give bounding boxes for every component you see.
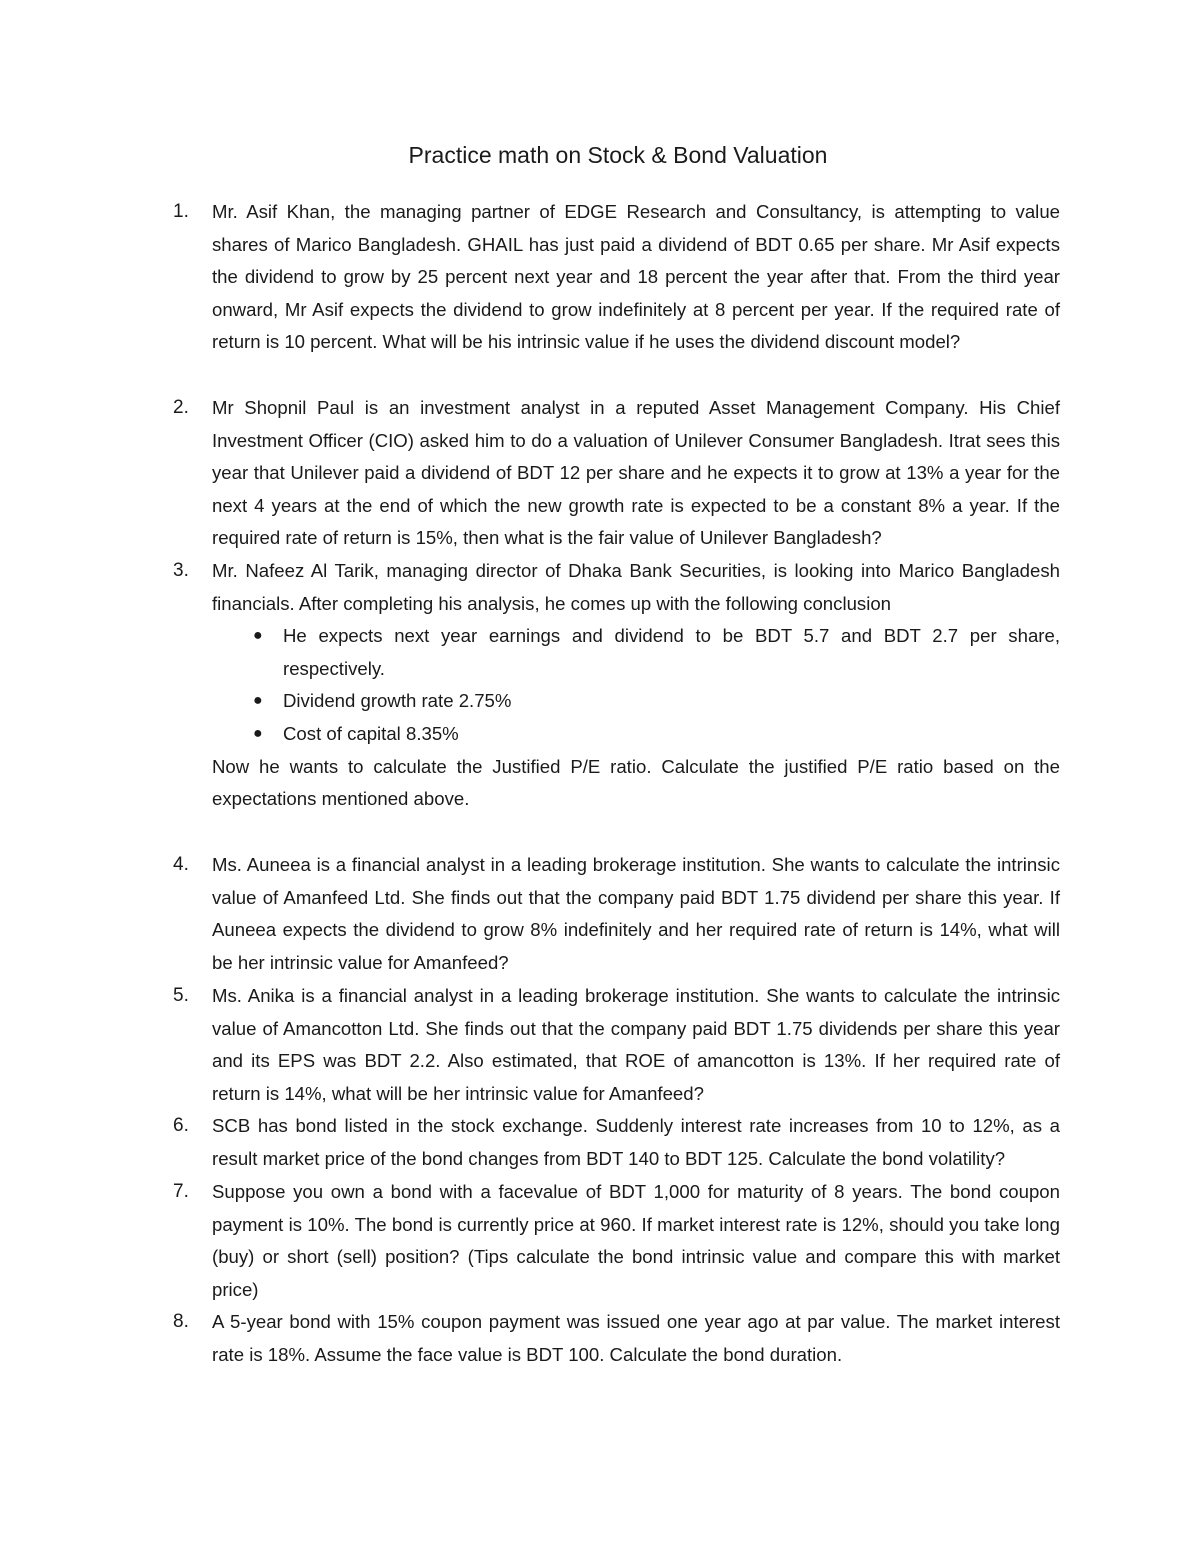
bullet-text: Cost of capital 8.35% <box>283 722 459 744</box>
question-number: 2. <box>173 397 189 418</box>
question-number: 1. <box>173 201 189 222</box>
bullet-dot-icon: ● <box>253 627 263 645</box>
bullet-text: He expects next year earnings and dividend to be BDT 5.7 and BDT 2.7 per share, respectively. <box>283 625 1060 679</box>
question-text: Ms. Auneea is a financial analyst in a leading brokerage institution. She wants to calculate the intrinsic value of Amanfeed Ltd. She finds out that the company paid BDT 1.75 dividend per share this year. If Auneea expects the dividend to grow 8% indefinitely and her required rate of return is 14%, what will be her intrinsic value for Amanfeed? <box>212 854 1060 973</box>
question-number: 8. <box>173 1311 189 1332</box>
question-text: Mr Shopnil Paul is an investment analyst in a reputed Asset Management Company. His Chief Investment Officer (CIO) asked him to do a valuation of Unilever Consumer Bangladesh. Itrat sees this year that Unilever paid a dividend of BDT 12 per share and he expects it to grow at 13% a year for the next 4 years at the end of which the new growth rate is expected to be a constant 8% a year. If the required rate of return is 15%, then what is the fair value of Unilever Bangladesh? <box>212 397 1060 549</box>
question-followup: Now he wants to calculate the Justified P/E ratio. Calculate the justified P/E ratio based on the expectations mentioned above. <box>212 755 1060 810</box>
question-text: Ms. Anika is a financial analyst in a leading brokerage institution. She wants to calculate the intrinsic value of Amancotton Ltd. She finds out that the company paid BDT 1.75 dividends per share this year and its EPS was BDT 2.2. Also estimated, that ROE of amancotton is 13%. If her required rate of return is 14%, what will be her intrinsic value for Amanfeed? <box>212 985 1060 1104</box>
bullet-text: Dividend growth rate 2.75% <box>283 690 512 712</box>
bullet-item <box>212 620 1060 685</box>
question-text: SCB has bond listed in the stock exchange. Suddenly interest rate increases from 10 to 12%, as a result market price of the bond changes from BDT 140 to BDT 125. Calculate the bond volatility? <box>212 1115 1060 1169</box>
question-number: 7. <box>173 1181 189 1202</box>
question-number: 3. <box>173 560 189 581</box>
bullet-item <box>212 685 1060 718</box>
page-title: Practice math on Stock & Bond Valuation <box>408 142 828 168</box>
question-number: 5. <box>173 985 189 1006</box>
bullet-dot-icon: ● <box>253 692 263 710</box>
question-number: 6. <box>173 1115 189 1136</box>
question-text: Suppose you own a bond with a facevalue of BDT 1,000 for maturity of 8 years. The bond coupon payment is 10%. The bond is currently price at 960. If market interest rate is 12%, should you take long (buy) or short (sell) position? (Tips calculate the bond intrinsic value and compare this with market price) <box>212 1181 1060 1300</box>
bullet-dot-icon: ● <box>253 724 263 742</box>
bullet-item <box>212 718 1060 751</box>
question-text: A 5-year bond with 15% coupon payment was issued one year ago at par value. The market interest rate is 18%. Assume the face value is BDT 100. Calculate the bond duration. <box>212 1311 1060 1365</box>
question-block <box>212 555 1060 816</box>
question-text: Mr. Nafeez Al Tarik, managing director of Dhaka Bank Securities, is looking into Marico Bangladesh financials. After completing his analysis, he comes up with the following conclusion <box>212 560 1060 614</box>
question-text: Mr. Asif Khan, the managing partner of EDGE Research and Consultancy, is attempting to value shares of Marico Bangladesh. GHAIL has just paid a dividend of BDT 0.65 per share. Mr Asif expects the dividend to grow by 25 percent next year and 18 percent the year after that. From the third year onward, Mr Asif expects the dividend to grow indefinitely at 8 percent per year. If the required rate of return is 10 percent. What will be his intrinsic value if he uses the dividend discount model? <box>212 201 1060 353</box>
bullet-list <box>212 620 1060 750</box>
question-number: 4. <box>173 854 189 875</box>
